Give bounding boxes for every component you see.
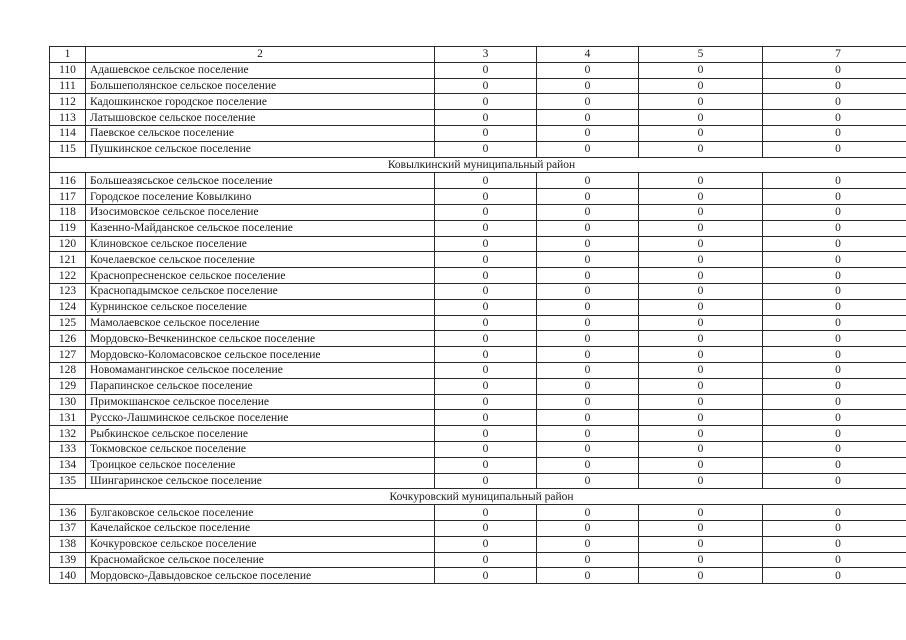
value-col-7: 0 [763,505,906,521]
value-col-4: 0 [537,315,639,331]
value-col-7: 0 [763,283,906,299]
value-col-7: 0 [763,331,906,347]
value-col-5: 0 [639,236,763,252]
table-row [50,236,906,252]
value-col-4: 0 [537,536,639,552]
settlement-name: Рыбкинское сельское поселение [86,426,435,442]
table-row [50,347,906,363]
value-col-3: 0 [435,220,537,236]
value-col-3: 0 [435,236,537,252]
value-col-3: 0 [435,378,537,394]
value-col-4: 0 [537,410,639,426]
table-row [50,220,906,236]
settlement-name: Большеполянское сельское поселение [86,78,435,94]
value-col-3: 0 [435,299,537,315]
value-col-4: 0 [537,236,639,252]
value-col-5: 0 [639,552,763,568]
district-header-row [50,489,906,505]
settlement-name: Троицкое сельское поселение [86,457,435,473]
value-col-7: 0 [763,189,906,205]
value-col-7: 0 [763,410,906,426]
value-col-7: 0 [763,220,906,236]
value-col-5: 0 [639,110,763,126]
table-row [50,173,906,189]
value-col-4: 0 [537,347,639,363]
value-col-4: 0 [537,552,639,568]
value-col-5: 0 [639,520,763,536]
value-col-5: 0 [639,362,763,378]
value-col-3: 0 [435,315,537,331]
settlement-name: Курнинское сельское поселение [86,299,435,315]
value-col-5: 0 [639,378,763,394]
row-number: 140 [50,568,86,584]
row-number: 125 [50,315,86,331]
value-col-4: 0 [537,394,639,410]
row-number: 133 [50,441,86,457]
value-col-7: 0 [763,426,906,442]
value-col-3: 0 [435,204,537,220]
value-col-5: 0 [639,568,763,584]
value-col-4: 0 [537,189,639,205]
value-col-5: 0 [639,299,763,315]
column-header-7: 7 [763,47,906,63]
row-number: 115 [50,141,86,157]
settlements-table [49,46,906,584]
row-number: 129 [50,378,86,394]
table-row [50,473,906,489]
value-col-7: 0 [763,141,906,157]
value-col-4: 0 [537,252,639,268]
settlement-name: Кадошкинское городское поселение [86,94,435,110]
value-col-4: 0 [537,78,639,94]
value-col-7: 0 [763,441,906,457]
value-col-3: 0 [435,110,537,126]
row-number: 117 [50,189,86,205]
value-col-3: 0 [435,536,537,552]
settlement-name: Паевское сельское поселение [86,125,435,141]
row-number: 116 [50,173,86,189]
value-col-4: 0 [537,268,639,284]
settlement-name: Кочелаевское сельское поселение [86,252,435,268]
value-col-7: 0 [763,62,906,78]
row-number: 126 [50,331,86,347]
row-number: 132 [50,426,86,442]
settlement-name: Красномайское сельское поселение [86,552,435,568]
row-number: 118 [50,204,86,220]
document-page [49,46,865,584]
table-body [50,47,906,584]
value-col-3: 0 [435,189,537,205]
table-row [50,441,906,457]
table-row [50,410,906,426]
table-row [50,62,906,78]
column-header-2: 2 [86,47,435,63]
settlement-name: Мамолаевское сельское поселение [86,315,435,331]
value-col-3: 0 [435,173,537,189]
table-row [50,331,906,347]
settlement-name: Большеазясьское сельское поселение [86,173,435,189]
table-row [50,378,906,394]
value-col-7: 0 [763,78,906,94]
value-col-5: 0 [639,252,763,268]
value-col-7: 0 [763,173,906,189]
row-number: 128 [50,362,86,378]
value-col-5: 0 [639,125,763,141]
value-col-7: 0 [763,536,906,552]
row-number: 110 [50,62,86,78]
row-number: 139 [50,552,86,568]
value-col-5: 0 [639,220,763,236]
value-col-5: 0 [639,94,763,110]
value-col-3: 0 [435,62,537,78]
value-col-7: 0 [763,110,906,126]
row-number: 119 [50,220,86,236]
row-number: 136 [50,505,86,521]
row-number: 130 [50,394,86,410]
settlement-name: Мордовско-Давыдовское сельское поселение [86,568,435,584]
value-col-7: 0 [763,394,906,410]
value-col-5: 0 [639,141,763,157]
value-col-3: 0 [435,125,537,141]
table-row [50,394,906,410]
row-number: 113 [50,110,86,126]
value-col-4: 0 [537,473,639,489]
value-col-7: 0 [763,473,906,489]
row-number: 131 [50,410,86,426]
settlement-name: Новомамангинское сельское поселение [86,362,435,378]
value-col-7: 0 [763,568,906,584]
settlement-name: Пушкинское сельское поселение [86,141,435,157]
value-col-7: 0 [763,552,906,568]
value-col-4: 0 [537,441,639,457]
value-col-7: 0 [763,520,906,536]
value-col-4: 0 [537,173,639,189]
settlement-name: Мордовско-Вечкенинское сельское поселение [86,331,435,347]
table-row [50,283,906,299]
value-col-5: 0 [639,283,763,299]
value-col-3: 0 [435,141,537,157]
column-header-5: 5 [639,47,763,63]
value-col-4: 0 [537,283,639,299]
row-number: 137 [50,520,86,536]
settlement-name: Шингаринское сельское поселение [86,473,435,489]
value-col-7: 0 [763,315,906,331]
value-col-7: 0 [763,94,906,110]
value-col-5: 0 [639,78,763,94]
value-col-5: 0 [639,347,763,363]
value-col-4: 0 [537,378,639,394]
value-col-7: 0 [763,252,906,268]
settlement-name: Русско-Лашминское сельское поселение [86,410,435,426]
settlement-name: Булгаковское сельское поселение [86,505,435,521]
row-number: 123 [50,283,86,299]
value-col-3: 0 [435,457,537,473]
value-col-4: 0 [537,426,639,442]
value-col-4: 0 [537,568,639,584]
value-col-5: 0 [639,394,763,410]
row-number: 127 [50,347,86,363]
table-row [50,552,906,568]
column-header-1: 1 [50,47,86,63]
table-row [50,426,906,442]
value-col-4: 0 [537,220,639,236]
value-col-4: 0 [537,94,639,110]
table-row [50,110,906,126]
value-col-7: 0 [763,236,906,252]
value-col-3: 0 [435,520,537,536]
value-col-3: 0 [435,331,537,347]
row-number: 121 [50,252,86,268]
value-col-3: 0 [435,473,537,489]
settlement-name: Казенно-Майданское сельское поселение [86,220,435,236]
row-number: 112 [50,94,86,110]
value-col-5: 0 [639,315,763,331]
value-col-4: 0 [537,457,639,473]
value-col-7: 0 [763,378,906,394]
value-col-7: 0 [763,204,906,220]
settlement-name: Мордовско-Коломасовское сельское поселение [86,347,435,363]
value-col-5: 0 [639,505,763,521]
row-number: 111 [50,78,86,94]
table-row [50,141,906,157]
value-col-3: 0 [435,268,537,284]
settlement-name: Латышовское сельское поселение [86,110,435,126]
value-col-7: 0 [763,347,906,363]
settlement-name: Адашевское сельское поселение [86,62,435,78]
value-col-3: 0 [435,78,537,94]
table-row [50,78,906,94]
table-row [50,315,906,331]
column-number-header-row [50,47,906,63]
settlement-name: Изосимовское сельское поселение [86,204,435,220]
table-row [50,189,906,205]
row-number: 135 [50,473,86,489]
value-col-7: 0 [763,268,906,284]
value-col-3: 0 [435,552,537,568]
value-col-3: 0 [435,426,537,442]
value-col-5: 0 [639,473,763,489]
settlement-name: Токмовское сельское поселение [86,441,435,457]
value-col-4: 0 [537,331,639,347]
value-col-3: 0 [435,252,537,268]
table-row [50,252,906,268]
value-col-4: 0 [537,110,639,126]
district-name: Ковылкинский муниципальный район [50,157,906,173]
column-header-3: 3 [435,47,537,63]
value-col-3: 0 [435,441,537,457]
table-row [50,299,906,315]
table-row [50,457,906,473]
value-col-3: 0 [435,94,537,110]
value-col-5: 0 [639,457,763,473]
row-number: 134 [50,457,86,473]
table-row [50,568,906,584]
value-col-5: 0 [639,426,763,442]
value-col-5: 0 [639,268,763,284]
table-row [50,125,906,141]
settlement-name: Краснопресненское сельское поселение [86,268,435,284]
table-row [50,94,906,110]
value-col-4: 0 [537,125,639,141]
settlement-name: Качелайское сельское поселение [86,520,435,536]
settlement-name: Краснопадымское сельское поселение [86,283,435,299]
value-col-4: 0 [537,141,639,157]
value-col-3: 0 [435,410,537,426]
table-row [50,536,906,552]
value-col-4: 0 [537,520,639,536]
row-number: 122 [50,268,86,284]
value-col-3: 0 [435,347,537,363]
row-number: 120 [50,236,86,252]
settlement-name: Кочкуровское сельское поселение [86,536,435,552]
value-col-4: 0 [537,204,639,220]
value-col-3: 0 [435,394,537,410]
value-col-3: 0 [435,568,537,584]
value-col-5: 0 [639,441,763,457]
district-name: Кочкуровский муниципальный район [50,489,906,505]
settlement-name: Клиновское сельское поселение [86,236,435,252]
value-col-5: 0 [639,204,763,220]
table-row [50,505,906,521]
column-header-4: 4 [537,47,639,63]
table-row [50,204,906,220]
row-number: 114 [50,125,86,141]
value-col-7: 0 [763,299,906,315]
value-col-7: 0 [763,125,906,141]
value-col-5: 0 [639,173,763,189]
row-number: 124 [50,299,86,315]
value-col-7: 0 [763,362,906,378]
value-col-4: 0 [537,362,639,378]
row-number: 138 [50,536,86,552]
district-header-row [50,157,906,173]
table-row [50,268,906,284]
settlement-name: Примокшанское сельское поселение [86,394,435,410]
value-col-4: 0 [537,299,639,315]
value-col-4: 0 [537,62,639,78]
value-col-5: 0 [639,62,763,78]
value-col-5: 0 [639,189,763,205]
value-col-5: 0 [639,331,763,347]
value-col-5: 0 [639,536,763,552]
table-row [50,520,906,536]
value-col-3: 0 [435,362,537,378]
settlement-name: Парапинское сельское поселение [86,378,435,394]
value-col-5: 0 [639,410,763,426]
value-col-4: 0 [537,505,639,521]
value-col-3: 0 [435,283,537,299]
table-row [50,362,906,378]
value-col-3: 0 [435,505,537,521]
settlement-name: Городское поселение Ковылкино [86,189,435,205]
value-col-7: 0 [763,457,906,473]
